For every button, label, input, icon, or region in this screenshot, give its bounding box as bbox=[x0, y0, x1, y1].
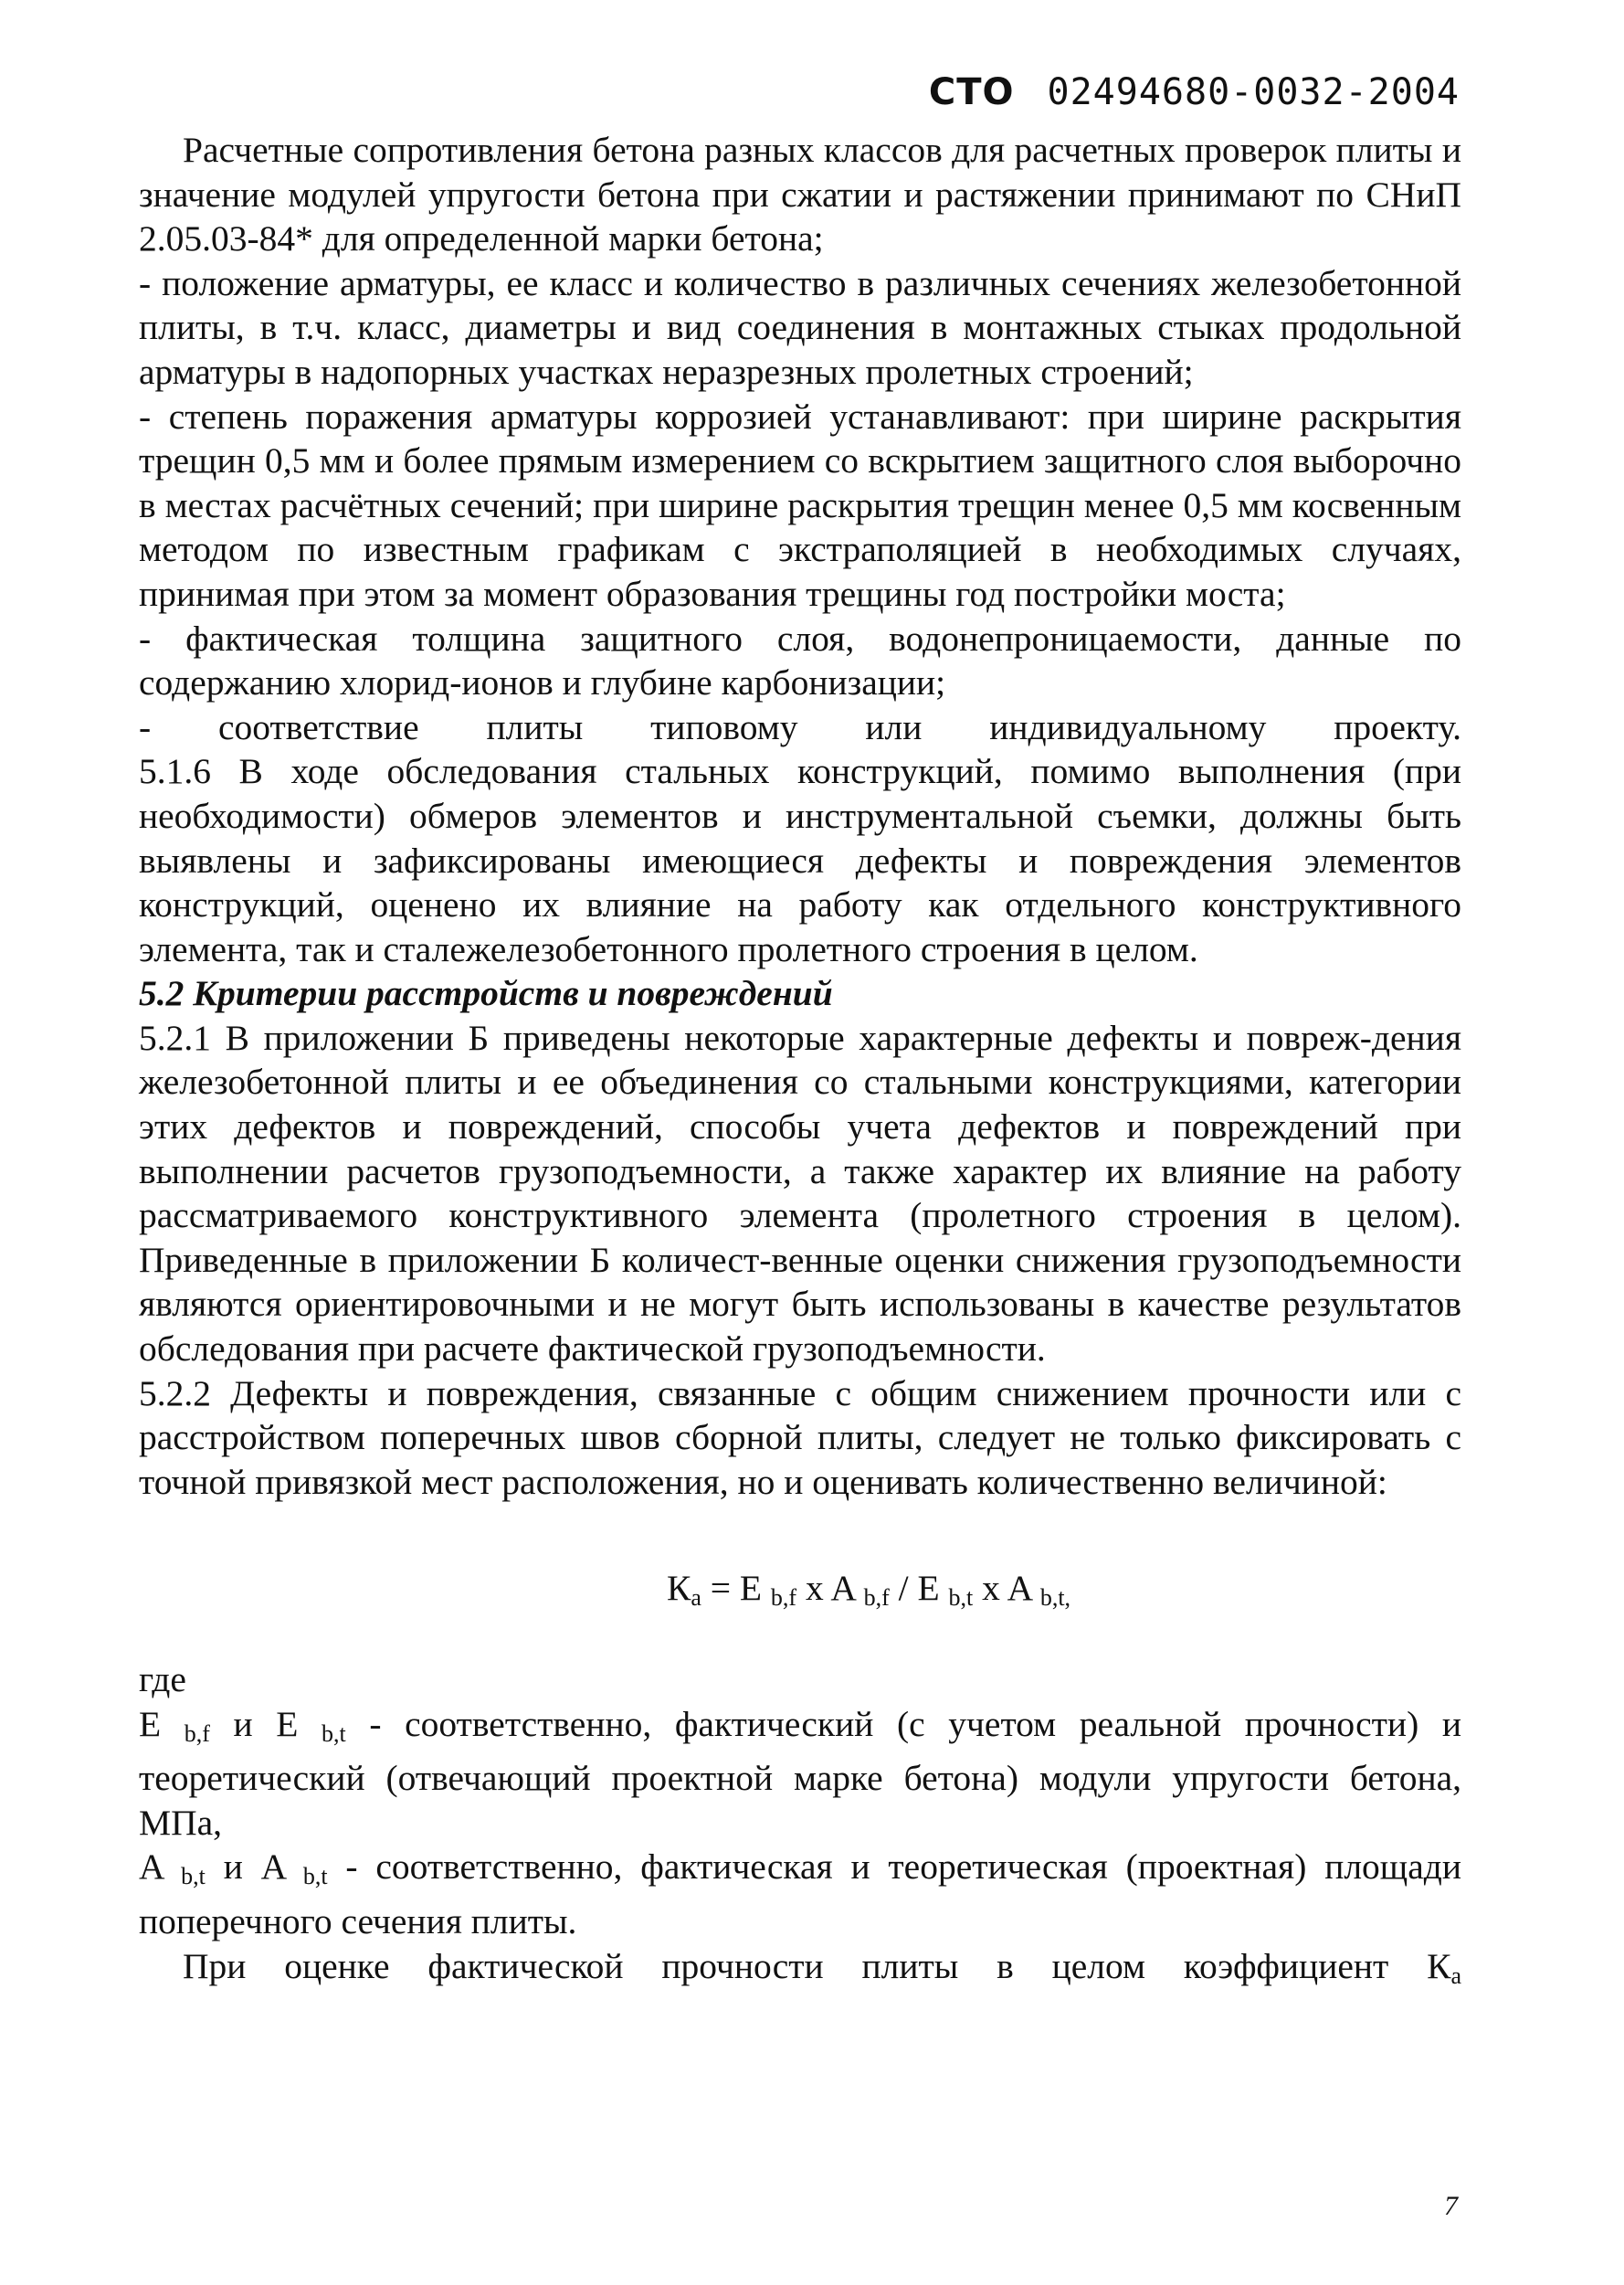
page-header bbox=[929, 71, 1460, 113]
def-a-text: - соответственно, фактическая и теоретическая (проектная) площади поперечного сечения плиты. bbox=[139, 1846, 1461, 1941]
def-e-label: E bbox=[139, 1703, 185, 1744]
paragraph-5-2-2: 5.2.2 Дефекты и повреждения, связанные с общим снижением прочности или с расстройством поперечных швов сборной плиты, следует не только фиксировать с точной привязкой мест расположения, но и оценивать количественно величиной: bbox=[139, 1372, 1461, 1502]
def-e-sub-f: b,f bbox=[184, 1719, 210, 1747]
paragraph-concrete-resistance: Расчетные сопротивления бетона разных классов для расчетных проверок плиты и значение модулей упругости бетона при сжатии и растяжении принимают по СНиП 2.05.03-84* для определенной марки бетона; bbox=[139, 130, 1461, 259]
formula-e1-sub: b,f bbox=[770, 1584, 797, 1612]
def-e-text: - соответственно, фактический (с учетом реальной прочности) и теоретический (отвечающий проектной марке бетона) модули упругости бетона, МПа, bbox=[139, 1703, 1461, 1843]
def-e-sub-t: b,t bbox=[322, 1719, 346, 1747]
formula-e2-sub: b,t bbox=[948, 1584, 974, 1612]
formula-div: / E bbox=[889, 1568, 949, 1609]
def-a-and: и A bbox=[205, 1846, 303, 1888]
strength-assessment-sub: a bbox=[1450, 1962, 1461, 1989]
paragraph-corrosion-degree: - степень поражения арматуры коррозией устанавливают: при ширине раскрытия трещин 0,5 мм и более прямым измерением со вскрытием защитного слоя выборочно в местах расчётных сечений; при ширине раскрытия трещин менее 0,5 мм косвенным методом по известным графикам с экстраполяцией в необходимых случаях, принимая при этом за момент образования трещины год постройки моста; bbox=[139, 396, 1461, 614]
formula-ka bbox=[139, 1566, 1461, 1621]
standard-number: 02494680-0032-2004 bbox=[1047, 71, 1460, 113]
body-text bbox=[139, 128, 1461, 1998]
section-title-5-2: 5.2 Критерии расстройств и повреждений bbox=[139, 973, 833, 1014]
paragraph-strength-assessment bbox=[139, 1944, 1461, 1999]
def-a-label: A bbox=[139, 1846, 182, 1888]
paragraph-project-conformity: - соответствие плиты типовому или индивидуальному проекту. bbox=[139, 706, 1461, 747]
paragraph-reinforcement-position: - положение арматуры, ее класс и количество в различных сечениях железобетонной плиты, в т.ч. класс, диаметры и вид соединения в монтажных стыках продольной арматуры в надопорных участках неразрезных пролетных строений; bbox=[139, 262, 1461, 392]
def-a-sub-2: b,t bbox=[302, 1863, 328, 1890]
formula-k-sub: a bbox=[691, 1584, 701, 1612]
formula-eq: = bbox=[701, 1568, 740, 1609]
where-label: где bbox=[139, 1659, 186, 1699]
formula-k: К bbox=[666, 1568, 691, 1609]
formula-a2-sub: b,t, bbox=[1039, 1584, 1071, 1612]
formula-e1: E bbox=[739, 1568, 771, 1609]
definition-modulus bbox=[139, 1702, 1461, 1846]
page-number: 7 bbox=[1444, 2191, 1458, 2221]
definition-area bbox=[139, 1845, 1461, 1943]
paragraph-5-1-6: 5.1.6 В ходе обследования стальных конструкций, помимо выполнения (при необходимости) обмеров элементов и инструментальной съемки, должны быть выявлены и зафиксированы имеющиеся дефекты и повреждения элементов конструкций, оценено их влияние на работу как отдельного конструктивного элемента, так и сталежелезобетонного пролетного строения в целом. bbox=[139, 751, 1461, 969]
formula-x1: x A bbox=[796, 1568, 864, 1609]
strength-assessment-text: При оценке фактической прочности плиты в целом коэффициент К bbox=[183, 1945, 1451, 1986]
formula-a1-sub: b,f bbox=[863, 1584, 890, 1612]
formula-x2: x A bbox=[973, 1568, 1040, 1609]
paragraph-5-2-1: 5.2.1 В приложении Б приведены некоторые характерные дефекты и повреж-дения железобетонной плиты и ее объединения со стальными конструкциями, категории этих дефектов и повреждений, способы учета дефектов и повреждений при выполнении расчетов грузоподъемности, а также характер их влияние на работу рассматриваемого конструктивного элемента (пролетного строения в целом). Приведенные в приложении Б количест-венные оценки снижения грузоподъемности являются ориентировочными и не могут быть использованы в качестве результатов обследования при расчете фактической грузоподъемности. bbox=[139, 1017, 1461, 1370]
def-a-sub-1: b,t bbox=[181, 1863, 206, 1890]
paragraph-protective-layer: - фактическая толщина защитного слоя, водонепроницаемости, данные по содержанию хлорид-ионов и глубине карбонизации; bbox=[139, 618, 1461, 703]
standard-label: СТО bbox=[928, 71, 1015, 113]
def-e-and: и E bbox=[209, 1703, 322, 1744]
